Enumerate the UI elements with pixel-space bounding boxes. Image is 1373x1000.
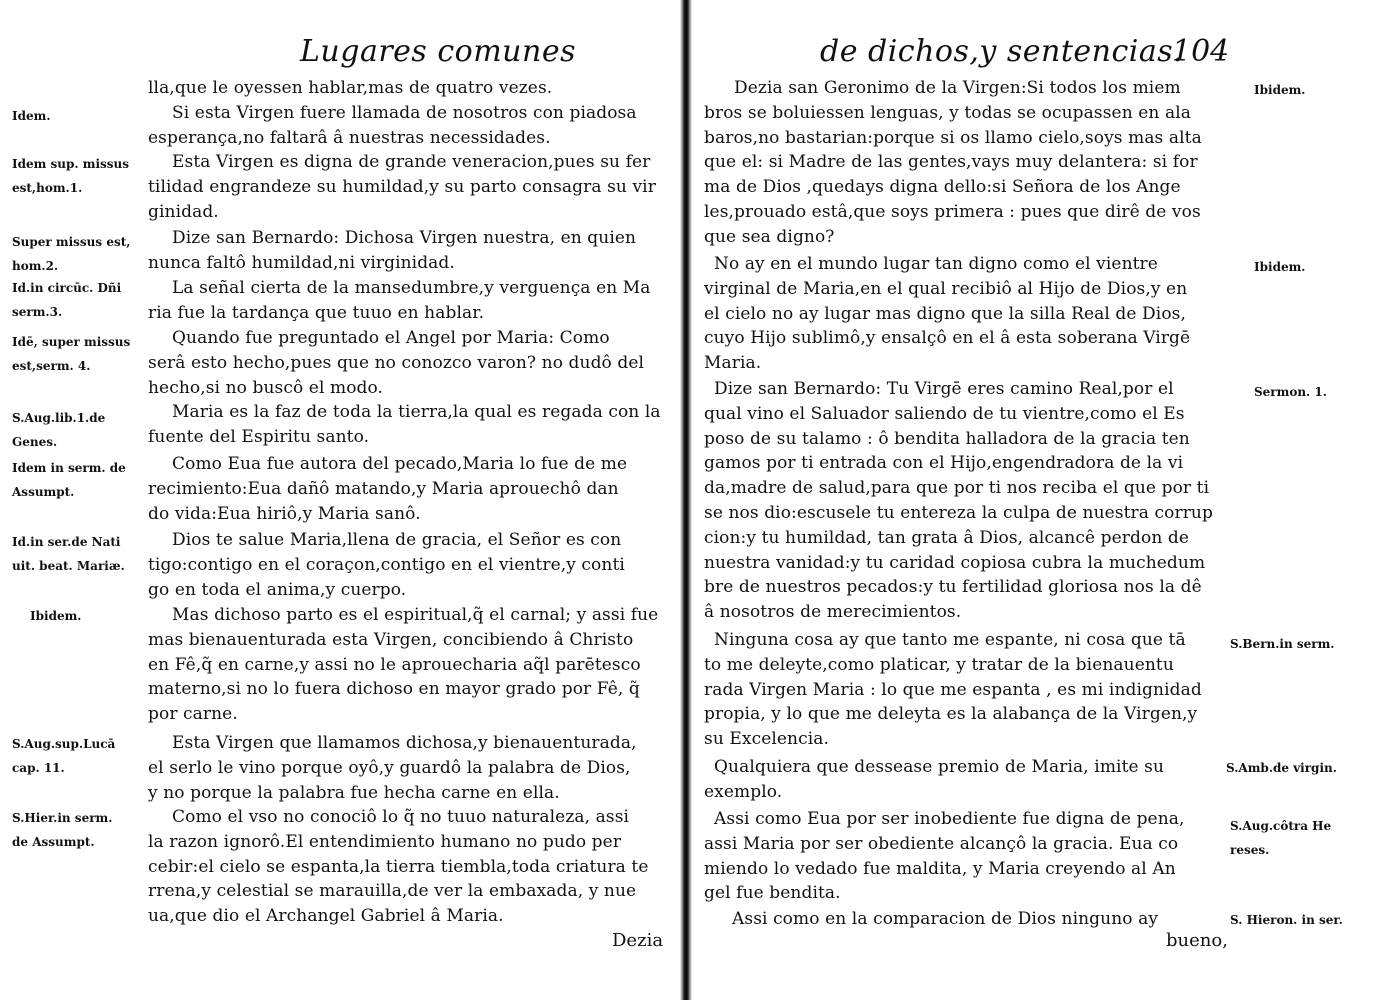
folio-number: 104 (1172, 34, 1230, 69)
running-header: de dichos,y sentencias. (820, 34, 1184, 69)
paragraph: Dios te salue Maria,llena de gracia, el Señor es con tigo:contigo en el coraçon,contigo en el vientre,y conti go en toda el anima,y cuerpo. (148, 530, 625, 600)
margin-note: Idē, super missus est,serm. 4. (12, 335, 131, 373)
paragraph: Dize san Bernardo: Dichosa Virgen nuestra, en quien nunca faltô humildad,ni virginidad. (148, 228, 637, 273)
margin-note: S.Aug.lib.1.de Genes. (12, 411, 106, 449)
paragraph: Maria es la faz de toda la tierra,la qual es regada con la fuente del Espiritu santo. (148, 402, 661, 447)
margin-note: Super missus est, hom.2. (12, 235, 131, 273)
running-header: Lugares comunes (300, 34, 576, 69)
margin-note: Ibidem. (1254, 83, 1306, 97)
right-page (690, 0, 1373, 1000)
paragraph: Assi como en la comparacion de Dios ninguno ay (732, 909, 1159, 929)
catchword: bueno, (1166, 930, 1228, 951)
catchword: Dezia (612, 930, 664, 951)
margin-note: S.Hier.in serm. de Assumpt. (12, 811, 113, 849)
paragraph: Como Eua fue autora del pecado,Maria lo fue de me recimiento:Eua dañô matando,y Maria aprouechô dan do vida:Eua hiriô,y Maria sanô. (148, 454, 628, 524)
margin-note: Sermon. 1. (1254, 385, 1327, 399)
paragraph: Ninguna cosa ay que tanto me espante, ni cosa que tā to me deleyte,como platicar, y tratar de la bienauentu rada Virgen Maria : lo que me espanta , es mi indignidad propia, y lo que me deleyta es la alabança de la Virgen,y su Excelencia. (704, 630, 1202, 750)
margin-note: Id.in ser.de Nati uit. beat. Mariæ. (12, 535, 125, 573)
paragraph: Como el vso no conociô lo q̃ no tuuo naturaleza, assi la razon ignorô.El entendimiento humano no pudo per cebir:el cielo se espanta,la tierra tiembla,toda criatura te rrena,y celestial se marauilla,de ver la embaxada, y nue ua,que dio el Archangel Gabriel â Maria. (148, 807, 649, 927)
margin-note: Idem in serm. de Assumpt. (12, 461, 126, 499)
paragraph: Esta Virgen que llamamos dichosa,y bienauenturada, el serlo le vino porque oyô,y guardô la palabra de Dios, y no porque la palabra fue hecha carne en ella. (148, 733, 637, 803)
paragraph: Quando fue preguntado el Angel por Maria: Como serâ esto hecho,pues que no conozco varon? no dudô del hecho,si no buscô el modo. (148, 328, 645, 398)
margin-note: S.Aug.côtra He reses. (1230, 819, 1332, 857)
paragraph: No ay en el mundo lugar tan digno como el vientre virginal de Maria,en el qual recibiô al Hijo de Dios,y en el cielo no ay lugar mas digno que la silla Real de Dios, cuyo Hijo sublimô,y ensalçô en el â esta soberana Virgē Maria. (704, 254, 1191, 374)
paragraph: Si esta Virgen fuere llamada de nosotros con piadosa esperança,no faltarâ â nuestras necessidades. (148, 103, 637, 148)
paragraph: Qualquiera que dessease premio de Maria, imite su exemplo. (704, 757, 1165, 802)
margin-note: Ibidem. (1254, 260, 1306, 274)
paragraph: Esta Virgen es digna de grande veneracion,pues su fer tilidad engrandeze su humildad,y su parto consagra su vir ginidad. (148, 152, 656, 222)
margin-note: Idem sup. missus est,hom.1. (12, 157, 129, 195)
margin-note: Ibidem. (30, 609, 82, 623)
margin-note: S.Aug.sup.Lucā cap. 11. (12, 737, 116, 775)
paragraph: Assi como Eua por ser inobediente fue digna de pena, assi Maria por ser obediente alcançô la gracia. Eua co miendo lo vedado fue maldita, y Maria creyendo al An gel fue bendita. (704, 809, 1185, 904)
margin-note: Id.in circūc. Dñi serm.3. (12, 281, 122, 319)
paragraph: Dezia san Geronimo de la Virgen:Si todos los miem bros se boluiessen lenguas, y todas se ocupassen en ala baros,no bastarian:porque si os llamo cielo,soys mas alta que el: si Madre de las gentes,vays muy delantera: si for ma de Dios ,quedays digna dello:si Señora de los Ange les,prouado estâ,que soys primera : pues que dirê de vos que sea digno? (704, 78, 1202, 247)
margin-note: S. Hieron. in ser. (1230, 913, 1343, 927)
margin-note: S.Bern.in serm. (1230, 637, 1335, 651)
paragraph: Mas dichoso parto es el espiritual,q̃ el carnal; y assi fue mas bienauenturada esta Virgen, concibiendo â Christo en Fê,q̃ en carne,y assi no le aprouecharia aq̃l parētesco materno,si no lo fuera dichoso en mayor grado por Fê, q̃ por carne. (148, 605, 659, 725)
paragraph: lla,que le oyessen hablar,mas de quatro vezes. (148, 78, 553, 98)
paragraph: La señal cierta de la mansedumbre,y verguença en Ma ria fue la tardança que tuuo en hablar. (148, 278, 651, 323)
margin-note: S.Amb.de virgin. (1226, 761, 1337, 775)
paragraph: Dize san Bernardo: Tu Virgē eres camino Real,por el qual vino el Saluador saliendo de tu vientre,como el Es poso de su talamo : ô bendita halladora de la gracia ten gamos por ti entrada con el Hijo,engendradora de la vi da,madre de salud,para que por ti nos reciba el que por ti se nos dio:escusele tu entereza la culpa de nuestra corrup cion:y tu humildad, tan grata â Dios, alcancê perdon de nuestra vanidad:y tu caridad copiosa cubra la muchedum bre de nuestros pecados:y tu fertilidad gloriosa nos la dê â nosotros de merecimientos. (704, 379, 1213, 623)
left-page (0, 0, 684, 1000)
margin-note: Idem. (12, 109, 51, 123)
